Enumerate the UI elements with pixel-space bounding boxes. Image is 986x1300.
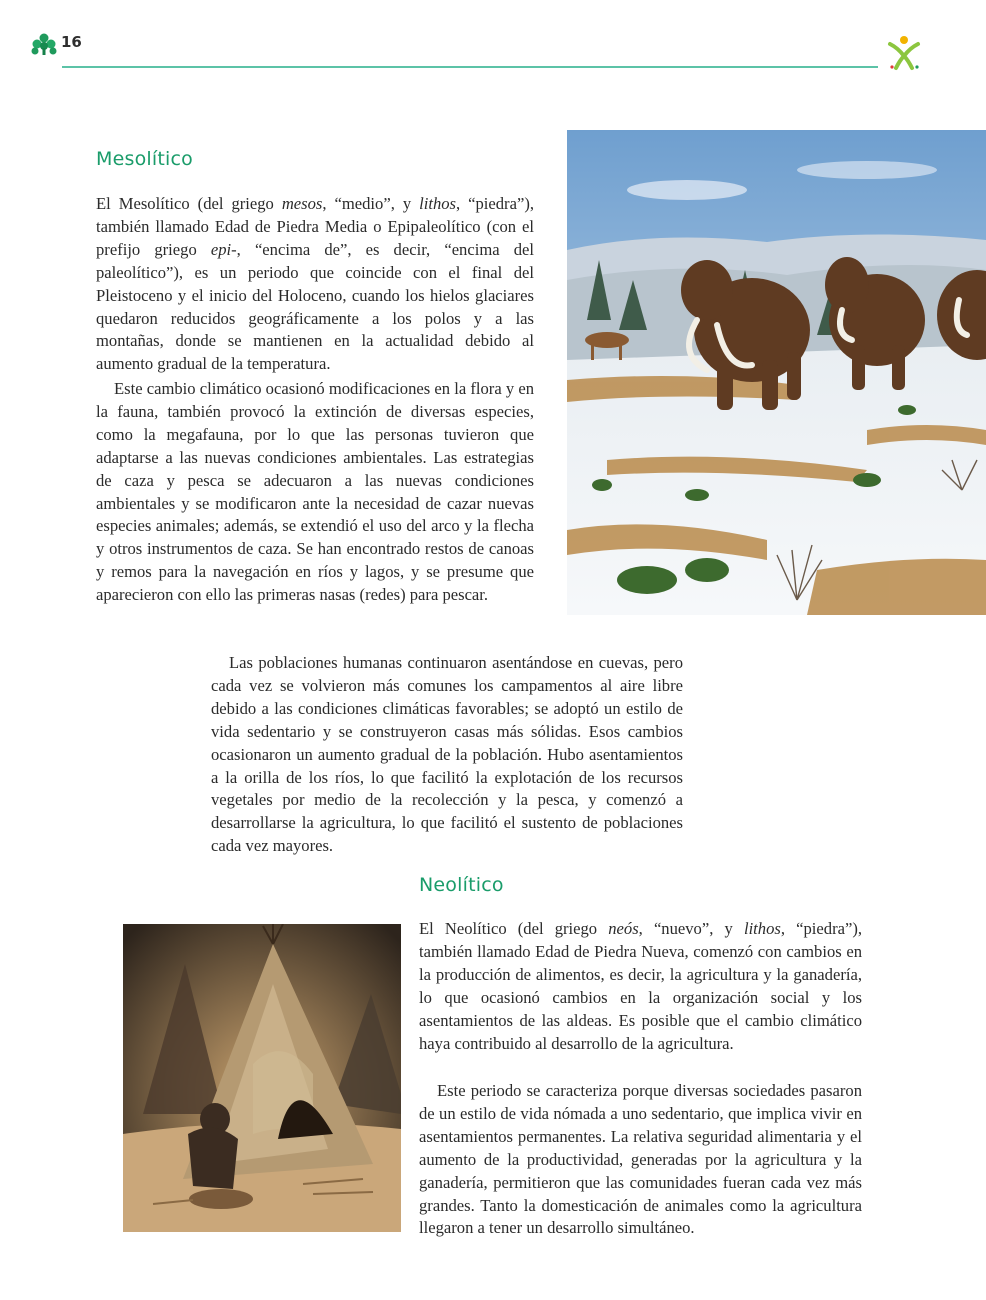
mammoth-illustration <box>567 130 986 615</box>
text-run: , “piedra”), también llamado Edad de Piedra Nueva, comenzó con cambios en la producción de alimentos, es decir, la agricultura y la ganadería, lo que ocasionó cambios en la organización social y los asentamientos de las aldeas. Es posible que el cambio climático haya contribuido al desarrollo de la agricultura. <box>419 919 862 1053</box>
mesolitico-paragraph-1 <box>96 193 534 376</box>
mammoth-scene-drawing <box>567 130 986 615</box>
header-rule <box>62 66 878 68</box>
mesolitico-paragraph-2: Este cambio climático ocasionó modificaciones en la flora y en la fauna, también provocó la extinción de diversas especies, como la megafauna, por lo que las personas tuvieron que adaptarse a las nuevas condiciones ambientales. Las estrategias de caza y pesca se adecuaron a las nuevas condiciones ambientales y se modificaron ante la necesidad de cazar nuevas especies animales; además, se extendió el uso del arco y la flecha y otros instrumentos de caza. Se han encontrado restos de canoas y remos para la navegación en ríos y lagos, y se presume que aparecieron con ello las primeras nasas (redes) para pescar. <box>96 379 534 605</box>
italic-term: mesos <box>281 194 323 213</box>
text-run: El Mesolítico (del griego <box>96 194 282 213</box>
neolitico-paragraph-1 <box>419 918 862 1055</box>
italic-term: epi- <box>210 239 237 259</box>
text-run: , “piedra”), también llamado Edad de Piedra Media o Epipaleolítico (con el prefijo griego <box>96 194 534 259</box>
tipi-scene-drawing <box>123 924 401 1232</box>
mesolitico-paragraph-3: Las poblaciones humanas continuaron asentándose en cuevas, pero cada vez se volvieron más comunes los campamentos al aire libre debido a las condiciones climáticas favorables; se adoptó un estilo de vida sedentario y se construyeron casas más sólidas. Esos cambios ocasionaron un aumento gradual de la población. Hubo asentamientos a la orilla de los ríos, lo que facilitó la explotación de los recursos vegetales por medio de la recolección y la pesca, y comenzó a desarrollarse la agricultura, lo que facilitó el sustento de poblaciones cada vez mayores. <box>211 653 683 856</box>
text-run: , “nuevo”, y <box>638 919 744 938</box>
italic-term: lithos <box>419 194 456 213</box>
section-title-mesolitico: Mesolítico <box>96 148 193 170</box>
italic-term: neós <box>608 919 639 938</box>
green-cluster-logo-icon <box>30 32 58 56</box>
section-title-neolitico: Neolítico <box>419 874 504 896</box>
text-run: , “encima de”, es decir, “encima del paleolítico”), es un periodo que coincide con el final del Pleistoceno y el inicio del Holoceno, cuando los hielos glaciares quedaron reducidos geográficamente a los polos y a las montañas, donde se mantienen en la actualidad debido al aumento gradual de la temperatura. <box>96 239 534 374</box>
stylized-figure-emblem-icon <box>884 34 924 74</box>
tipi-diorama-photo <box>123 924 401 1232</box>
neolitico-paragraph-2: Este periodo se caracteriza porque diversas sociedades pasaron de un estilo de vida nómada a uno sedentario, que implica vivir en asentamientos permanentes. La relativa seguridad alimentaria y el aumento de la productividad, generadas por la agricultura y la ganadería, permitieron que las comunidades fueran cada vez más grandes. Tanto la domesticación de animales como la agricultura llegaron a tener un desarrollo simultáneo. <box>419 1081 862 1238</box>
text-run: , “medio”, y <box>322 194 420 213</box>
page-number: 16 <box>61 33 82 51</box>
text-run: El Neolítico (del griego <box>419 919 609 938</box>
italic-term: lithos <box>743 919 781 938</box>
